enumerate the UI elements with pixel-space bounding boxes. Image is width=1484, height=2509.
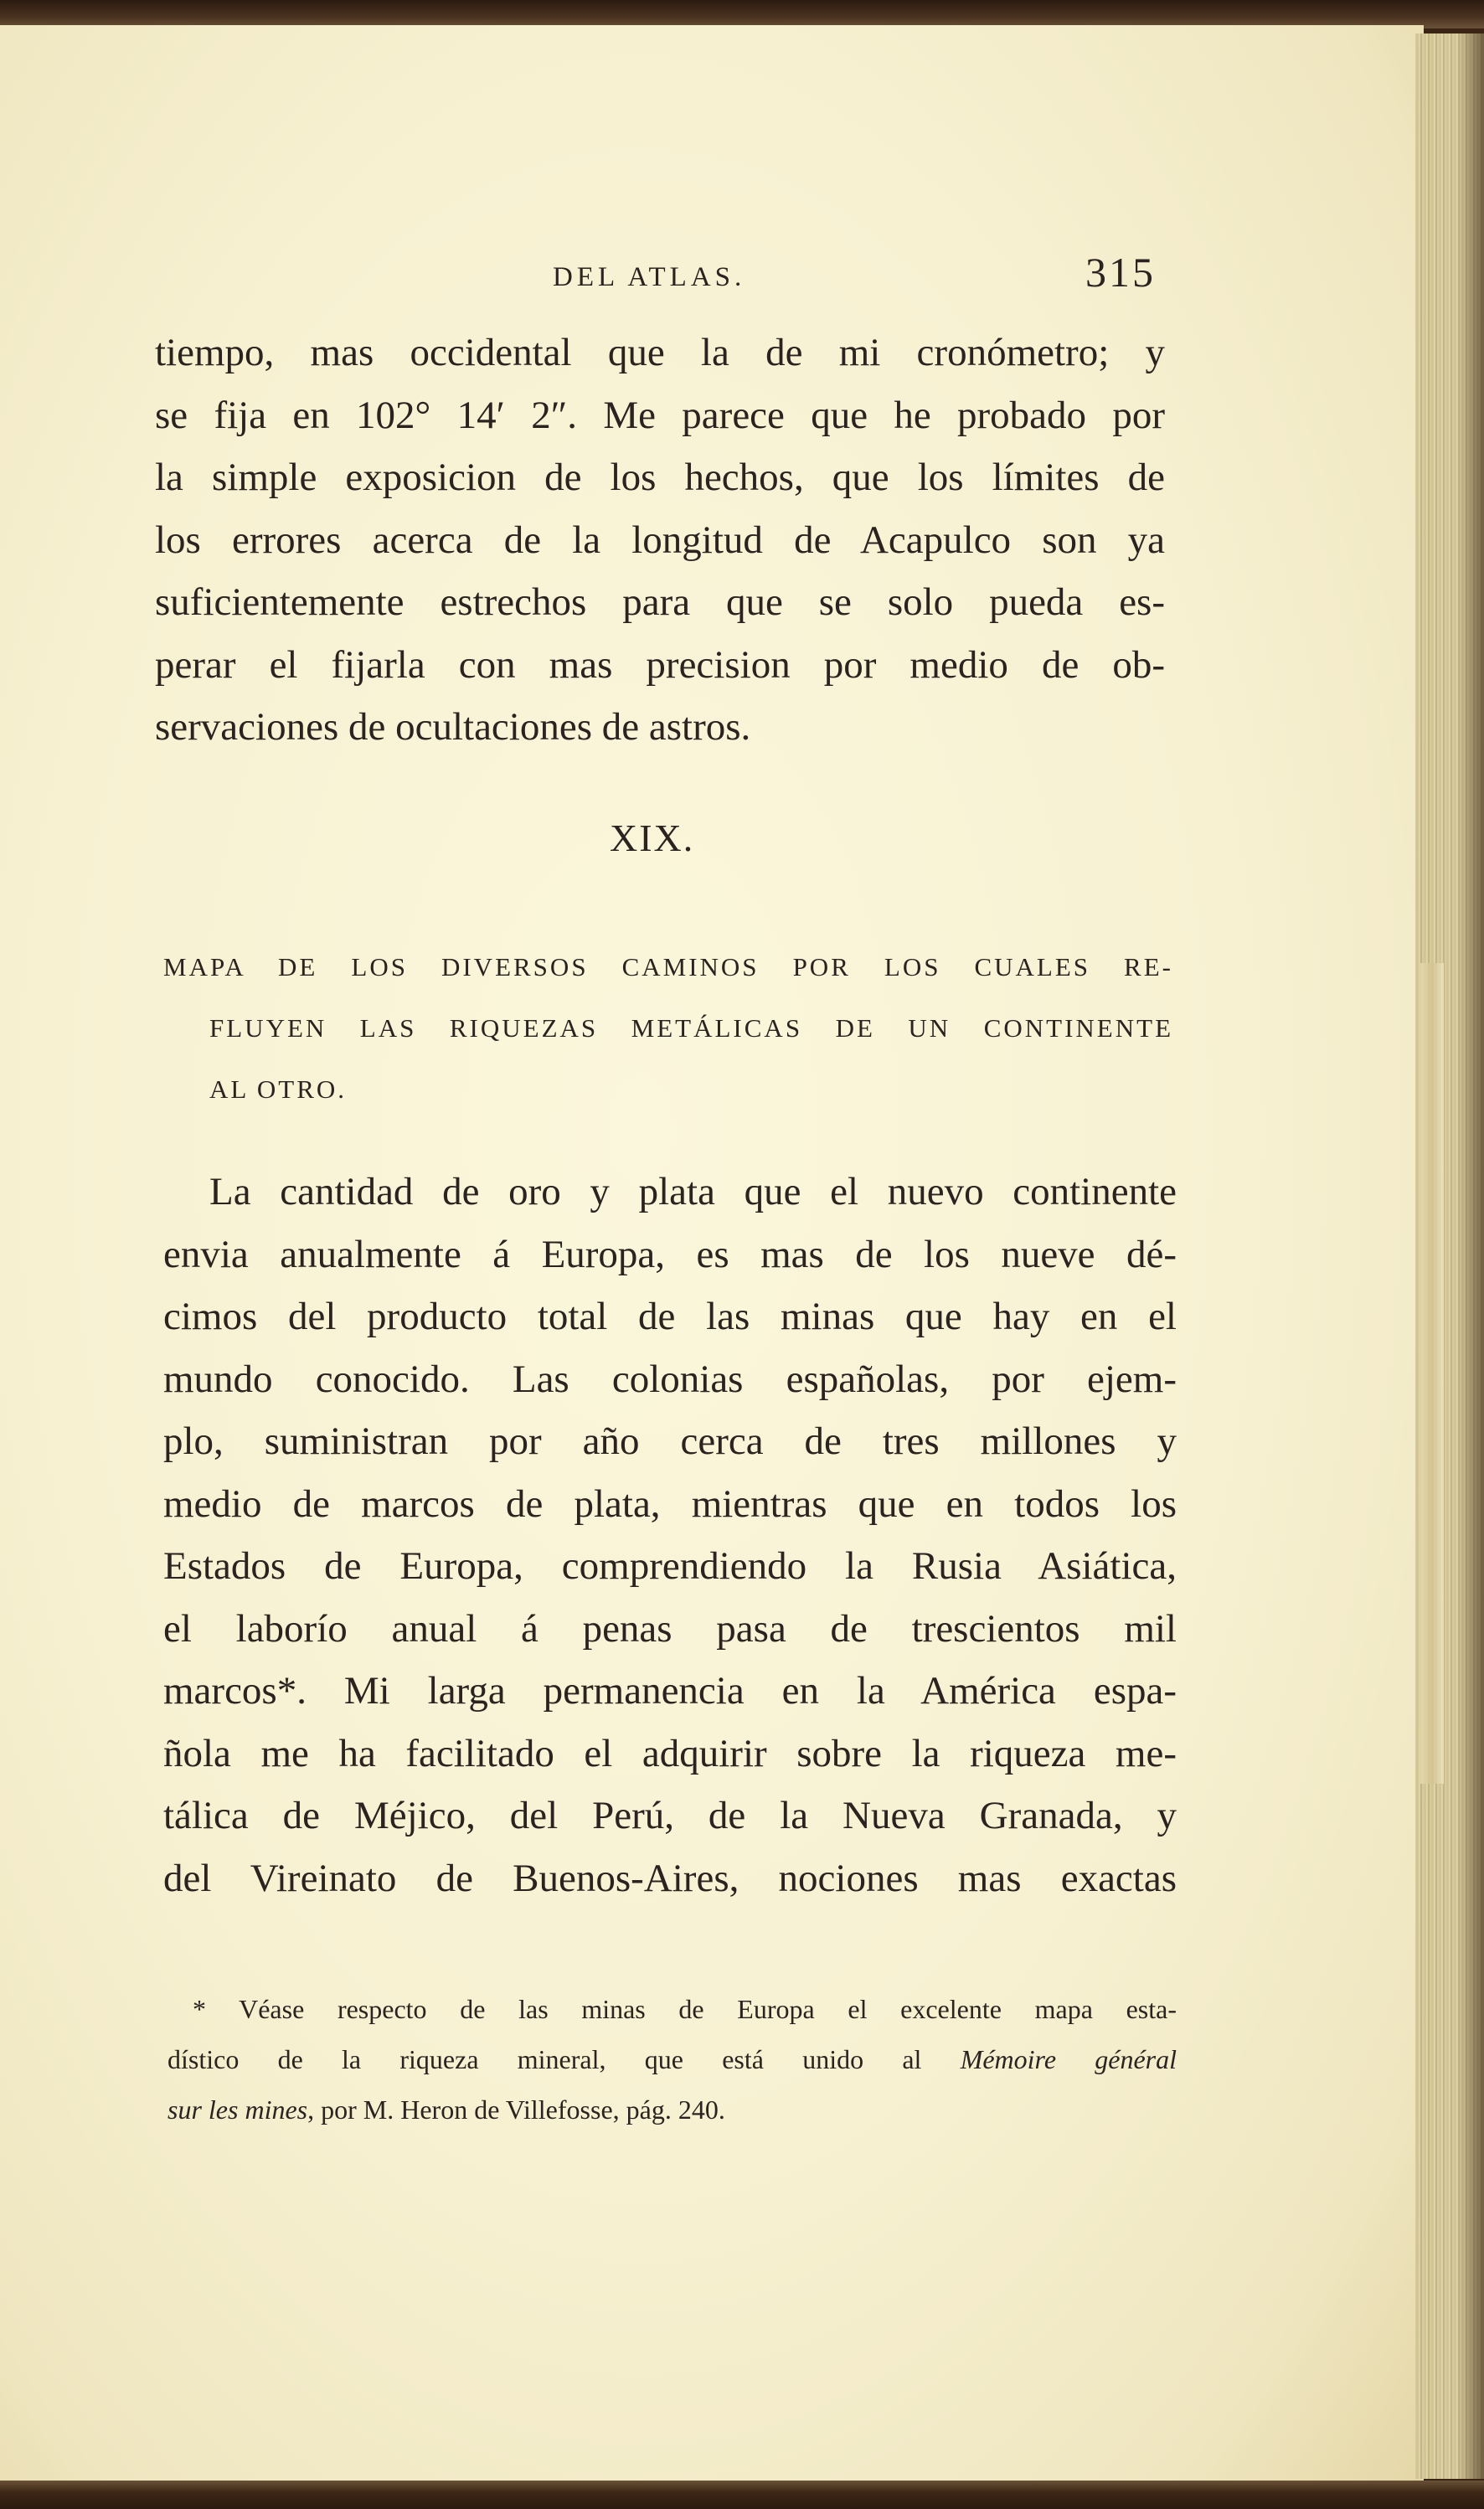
binding-top-edge — [0, 0, 1484, 28]
text-line: ñola me ha facilitado el adquirir sobre la riqueza me- — [163, 1731, 1177, 1775]
text-line: La cantidad de oro y plata que el nuevo continente — [209, 1170, 1177, 1213]
text-line: envia anualmente á Europa, es mas de los nueve dé- — [163, 1232, 1177, 1276]
text-line: del Vireinato de Buenos-Aires, nociones mas exactas — [163, 1856, 1177, 1900]
text-line: Estados de Europa, comprendiendo la Rusia Asiática, — [163, 1544, 1177, 1588]
footnote-text: dístico de la riqueza mineral, que está unido al — [167, 2044, 961, 2074]
footnote-text: , por M. Heron de Villefosse, pág. 240. — [307, 2094, 725, 2125]
page-number: 315 — [1085, 249, 1156, 296]
footnote-line: * Véase respecto de las minas de Europa el excelente mapa esta- — [193, 1994, 1177, 2024]
section-title-line: AL OTRO. — [209, 1074, 348, 1104]
footnote-title-italic: Mémoire général — [960, 2044, 1177, 2074]
text-line: tiempo, mas occidental que la de mi cronómetro; y — [155, 331, 1165, 374]
page-edge-shadow — [1457, 33, 1484, 2479]
footnote-title-italic: sur les mines — [167, 2094, 308, 2125]
text-line: los errores acerca de la longitud de Acapulco son ya — [155, 518, 1165, 562]
text-line: el laborío anual á penas pasa de trescientos mil — [163, 1606, 1177, 1651]
paragraph-continued — [155, 322, 1165, 759]
text-line: servaciones de ocultaciones de astros. — [155, 705, 751, 749]
text-line: plo, suministran por año cerca de tres millones y — [163, 1419, 1177, 1463]
binding-bottom-edge — [0, 2481, 1484, 2509]
text-line: mundo conocido. Las colonias españolas, por ejem- — [163, 1357, 1177, 1401]
section-title-line: FLUYEN LAS RIQUEZAS METÁLICAS DE UN CONTINENTE — [209, 1013, 1173, 1043]
page-edge-wear — [1420, 963, 1444, 1784]
text-line: marcos*. Mi larga permanencia en la América espa- — [163, 1669, 1177, 1713]
footnote-line — [167, 2084, 1177, 2135]
text-line: suficientemente estrechos para que se solo pueda es- — [155, 580, 1165, 624]
text-line: perar el fijarla con mas precision por medio de ob- — [155, 642, 1165, 687]
footnote — [167, 1984, 1177, 2135]
section-title — [163, 936, 1173, 1120]
text-line: la simple exposicion de los hechos, que los límites de — [155, 456, 1165, 499]
section-title-line: MAPA DE LOS DIVERSOS CAMINOS POR LOS CUALES RE- — [163, 952, 1173, 981]
paragraph-main — [163, 1161, 1177, 1909]
running-head: DEL ATLAS. — [553, 262, 746, 292]
text-line: medio de marcos de plata, mientras que en todos los — [163, 1481, 1177, 1526]
footnote-line — [167, 2034, 1177, 2084]
text-line: se fija en 102° 14′ 2″. Me parece que he probado por — [155, 393, 1165, 437]
text-line: cimos del producto total de las minas que hay en el — [163, 1295, 1177, 1338]
text-line: tálica de Méjico, del Perú, de la Nueva Granada, y — [163, 1794, 1177, 1837]
section-number: XIX. — [610, 817, 695, 859]
